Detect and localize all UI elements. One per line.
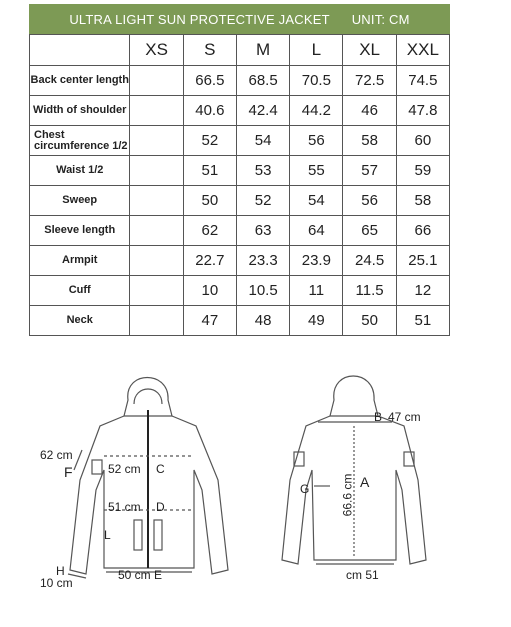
size-table <box>29 34 450 336</box>
table-cell: 25.1 <box>396 246 449 276</box>
row-label: Width of shoulder <box>30 96 130 126</box>
garment-diagrams <box>0 360 511 627</box>
waist-letter: D <box>156 500 165 514</box>
table-cell: 70.5 <box>290 66 343 96</box>
table-cell <box>130 96 183 126</box>
table-cell: 58 <box>396 186 449 216</box>
row-label: Cuff <box>30 276 130 306</box>
table-cell: 11.5 <box>343 276 396 306</box>
table-cell: 66.5 <box>183 66 236 96</box>
table-cell: 46 <box>343 96 396 126</box>
column-header <box>30 35 130 66</box>
table-row <box>30 306 450 336</box>
inner-letter: L <box>104 528 111 542</box>
table-cell: 63 <box>236 216 289 246</box>
sleeve-letter: F <box>64 464 73 480</box>
chest-letter: C <box>156 462 165 476</box>
table-cell <box>130 126 183 156</box>
column-header: S <box>183 35 236 66</box>
table-cell: 56 <box>290 126 343 156</box>
table-cell: 58 <box>343 126 396 156</box>
table-cell: 62 <box>183 216 236 246</box>
unit-label: UNIT: CM <box>351 11 410 27</box>
table-cell: 56 <box>343 186 396 216</box>
table-header-row <box>30 35 450 66</box>
column-header: M <box>236 35 289 66</box>
table-cell: 11 <box>290 276 343 306</box>
table-cell <box>130 156 183 186</box>
table-cell: 44.2 <box>290 96 343 126</box>
table-cell: 23.3 <box>236 246 289 276</box>
row-label: Chest circumference 1/2 <box>30 126 130 156</box>
table-cell <box>130 246 183 276</box>
table-cell: 54 <box>290 186 343 216</box>
table-cell: 59 <box>396 156 449 186</box>
table-cell: 53 <box>236 156 289 186</box>
sleeve-measure: 62 cm <box>40 448 73 462</box>
jacket-diagram <box>0 360 511 627</box>
table-cell <box>130 306 183 336</box>
hem-measure: 50 cm E <box>118 568 163 582</box>
table-row <box>30 66 450 96</box>
table-row <box>30 96 450 126</box>
table-cell: 42.4 <box>236 96 289 126</box>
neck-measure: cm 51 <box>346 568 379 582</box>
table-cell <box>130 216 183 246</box>
table-row <box>30 186 450 216</box>
table-cell: 22.7 <box>183 246 236 276</box>
chart-title: ULTRA LIGHT SUN PROTECTIVE JACKET <box>69 11 330 27</box>
table-cell: 51 <box>396 306 449 336</box>
table-cell: 10 <box>183 276 236 306</box>
shoulder-letter: B <box>374 410 383 424</box>
table-cell: 50 <box>183 186 236 216</box>
table-cell: 68.5 <box>236 66 289 96</box>
shoulder-measure: 47 cm <box>388 410 421 424</box>
table-cell: 74.5 <box>396 66 449 96</box>
table-cell: 65 <box>343 216 396 246</box>
row-label: Neck <box>30 306 130 336</box>
row-label: Back center length <box>30 66 130 96</box>
row-label: Sleeve length <box>30 216 130 246</box>
table-cell <box>130 276 183 306</box>
table-cell: 52 <box>236 186 289 216</box>
back-jacket-drawing <box>282 376 426 564</box>
column-header: XXL <box>396 35 449 66</box>
table-cell: 48 <box>236 306 289 336</box>
table-cell: 24.5 <box>343 246 396 276</box>
table-cell: 66 <box>396 216 449 246</box>
cuff-measure: 10 cm <box>40 576 73 590</box>
chest-measure: 52 cm <box>108 462 141 476</box>
front-jacket-drawing <box>68 378 228 579</box>
table-cell: 47 <box>183 306 236 336</box>
table-cell: 52 <box>183 126 236 156</box>
table-row <box>30 246 450 276</box>
table-cell: 54 <box>236 126 289 156</box>
column-header: XS <box>130 35 183 66</box>
table-cell: 51 <box>183 156 236 186</box>
table-cell: 12 <box>396 276 449 306</box>
table-cell: 72.5 <box>343 66 396 96</box>
armpit-letter: G <box>300 482 310 496</box>
table-row <box>30 156 450 186</box>
table-cell: 64 <box>290 216 343 246</box>
row-label: Sweep <box>30 186 130 216</box>
column-header: XL <box>343 35 396 66</box>
table-cell: 55 <box>290 156 343 186</box>
table-cell: 60 <box>396 126 449 156</box>
table-cell: 40.6 <box>183 96 236 126</box>
table-row <box>30 126 450 156</box>
length-letter: A <box>360 474 370 490</box>
length-measure: 66.6 cm <box>340 473 355 517</box>
table-cell <box>130 186 183 216</box>
table-cell <box>130 66 183 96</box>
table-cell: 23.9 <box>290 246 343 276</box>
chart-header <box>29 4 450 34</box>
table-row <box>30 276 450 306</box>
table-cell: 49 <box>290 306 343 336</box>
row-label: Waist 1/2 <box>30 156 130 186</box>
waist-measure: 51 cm <box>108 500 141 514</box>
row-label: Armpit <box>30 246 130 276</box>
column-header: L <box>290 35 343 66</box>
table-cell: 57 <box>343 156 396 186</box>
table-cell: 47.8 <box>396 96 449 126</box>
table-row <box>30 216 450 246</box>
cuff-letter: H <box>56 564 65 578</box>
size-chart <box>29 4 450 336</box>
table-cell: 10.5 <box>236 276 289 306</box>
table-cell: 50 <box>343 306 396 336</box>
